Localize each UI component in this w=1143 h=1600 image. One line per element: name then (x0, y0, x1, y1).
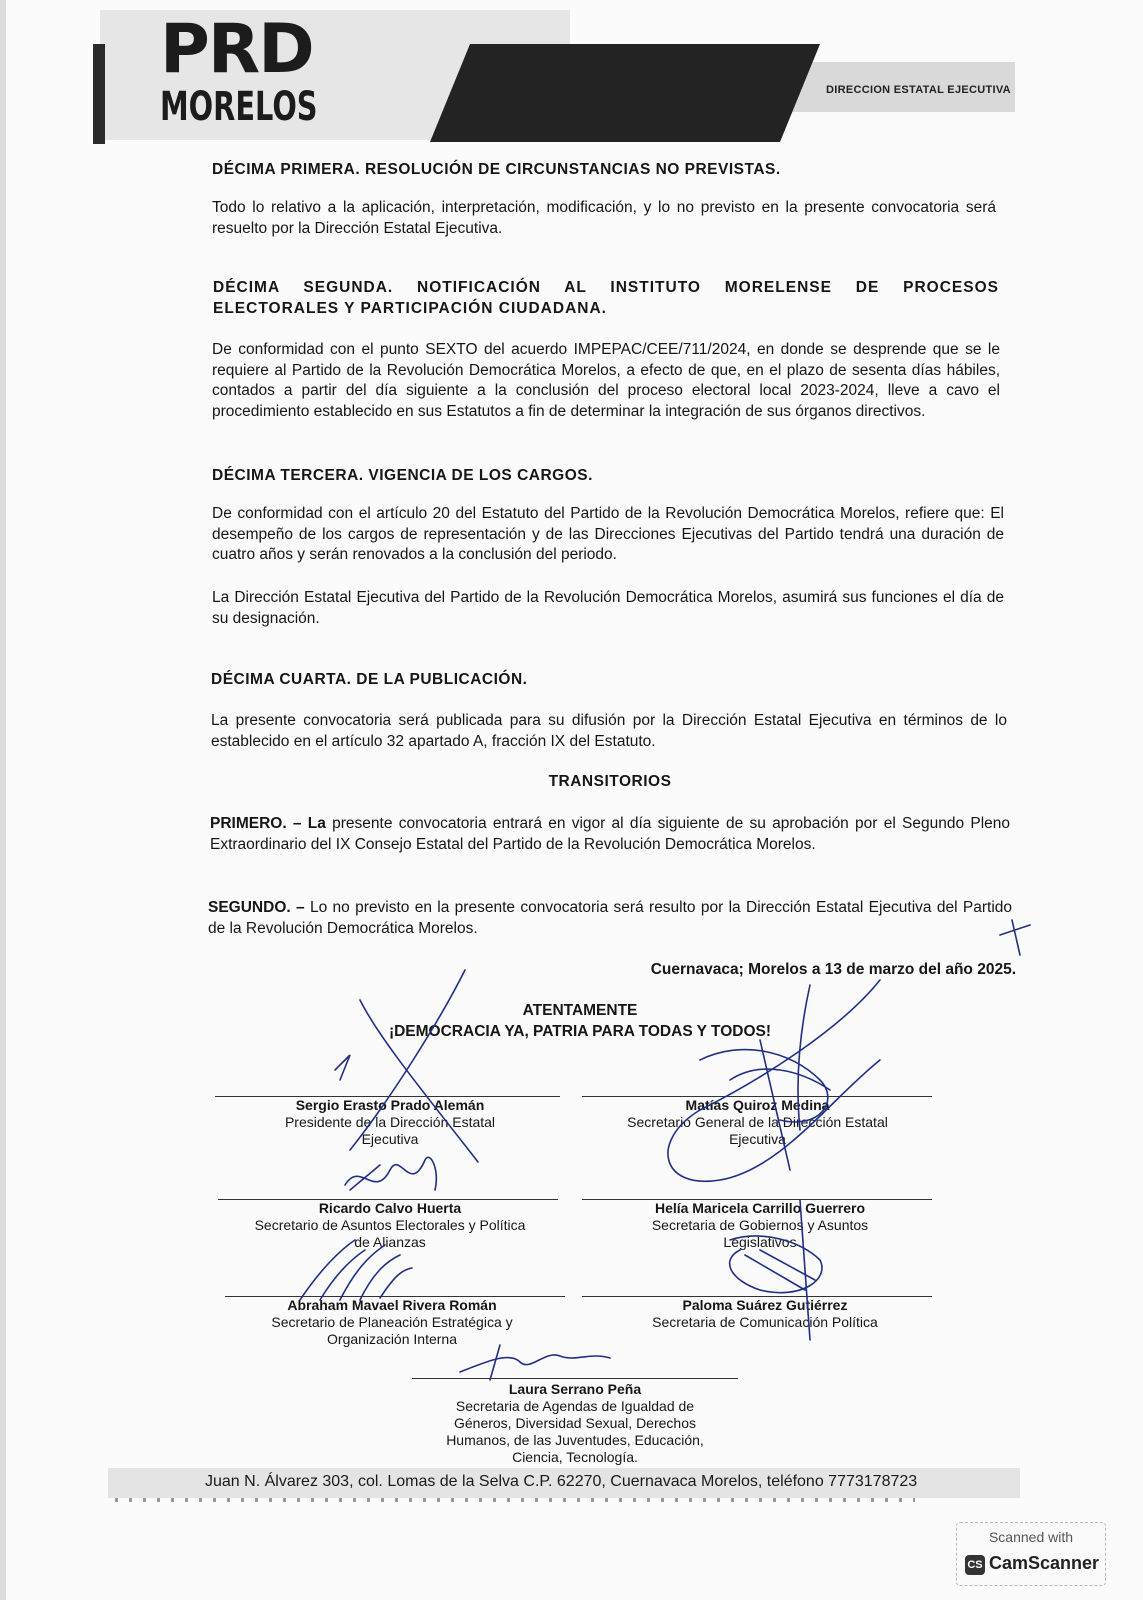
section-11-body: Todo lo relativo a la aplicación, interpretación, modificación, y lo no previsto en la presente convocatoria será resuelto por la Dirección Estatal Ejecutiva. (212, 199, 996, 237)
camscanner-logo-icon: CS (965, 1555, 985, 1575)
footer-cut-text (115, 1498, 915, 1502)
page-edge (0, 0, 6, 1600)
signatory-3 (240, 1200, 540, 1251)
section-13-title: DÉCIMA TERCERA. VIGENCIA DE LOS CARGOS. (212, 467, 593, 484)
section-14-body: La presente convocatoria será publicada para su difusión por la Dirección Estatal Ejecutiva en términos de lo establecido en el artículo 32 apartado A, fracción IX del Estatuto. (211, 712, 1007, 750)
section-13-body-2: La Dirección Estatal Ejecutiva del Partido de la Revolución Democrática Morelos, asumirá sus funciones el día de su designación. (212, 589, 1004, 627)
department-label: DIRECCION ESTATAL EJECUTIVA (826, 84, 1011, 96)
transitorios-title: TRANSITORIOS (548, 773, 672, 790)
section-11-title: DÉCIMA PRIMERA. RESOLUCIÓN DE CIRCUNSTANCIAS NO PREVISTAS. (212, 161, 781, 178)
slogan: ¡DEMOCRACIA YA, PATRIA PARA TODAS Y TODOS! (388, 1023, 772, 1040)
signatory-2 (590, 1097, 925, 1148)
camscanner-name: CamScanner (989, 1553, 1100, 1573)
segundo-label: SEGUNDO. – (208, 899, 305, 916)
section-14-title: DÉCIMA CUARTA. DE LA PUBLICACIÓN. (211, 671, 528, 688)
signatory-7-role: Secretaria de Agendas de Igualdad de Géneros, Diversidad Sexual, Derechos Humanos, de las Juventudes, Educación, Ciencia, Tecnología. (446, 1398, 704, 1465)
signatory-5 (242, 1297, 542, 1348)
primero-body: presente convocatoria entrará en vigor al día siguiente de su aprobación por el Segundo Pleno Extraordinario del IX Consejo Estatal del Partido de la Revolución Democrática Morelos. (210, 815, 1010, 853)
place-date: Cuernavaca; Morelos a 13 de marzo del año 2025. (650, 961, 1016, 978)
primero-label: PRIMERO. – La (210, 815, 326, 832)
signatory-6 (605, 1297, 925, 1331)
signatory-3-name: Ricardo Calvo Huerta (318, 1200, 462, 1216)
signatory-7 (425, 1381, 725, 1466)
signatory-6-name: Paloma Suárez Gutiérrez (682, 1297, 848, 1313)
logo-morelos-text: MORELOS (160, 84, 318, 130)
signatory-7-name: Laura Serrano Peña (508, 1381, 642, 1397)
signature-line-7 (412, 1378, 738, 1379)
logo-bar (93, 44, 105, 144)
signatory-4-name: Helía Maricela Carrillo Guerrero (654, 1200, 866, 1216)
segundo-body: Lo no previsto en la presente convocatoria será resulto por la Dirección Estatal Ejecutiva del Partido de la Revolución Democrática Morelos. (208, 899, 1013, 937)
signatory-4 (595, 1200, 925, 1251)
section-12-body: De conformidad con el punto SEXTO del acuerdo IMPEPAC/CEE/711/2024, en donde se desprende que se le requiere al Partido de la Revolución Democrática Morelos, a efecto de que, en el plazo de sesenta días hábiles, contados a partir del día siguiente a la conclusión del proceso electoral local 2023-2024, lleve a cavo el procedimiento establecido en sus Estatutos a fin de determinar la integración de sus órganos directivos. (212, 341, 1000, 420)
logo-prd-text: PRD (160, 10, 313, 89)
signatory-1 (230, 1097, 550, 1148)
atentamente-label: ATENTAMENTE (522, 1002, 638, 1019)
primero-clause (210, 814, 1010, 855)
section-13-body-1: De conformidad con el artículo 20 del Estatuto del Partido de la Revolución Democrática Morelos, refiere que: El desempeño de los cargos de representación y de las Direcciones Ejecutivas del Partido tendrá una duración de cuatro años y serán renovados a la conclusión del periodo. (212, 505, 1004, 563)
signatory-3-role: Secretario de Asuntos Electorales y Política de Alianzas (254, 1217, 526, 1250)
signatory-2-name: Matías Quiroz Medina (685, 1097, 830, 1113)
signatory-4-role: Secretaria de Gobiernos y Asuntos Legislativos (651, 1217, 869, 1250)
signatory-1-name: Sergio Erasto Prado Alemán (295, 1097, 485, 1113)
footer-address: Juan N. Álvarez 303, col. Lomas de la Selva C.P. 62270, Cuernavaca Morelos, teléfono 7773178723 (205, 1473, 918, 1490)
signatory-5-role: Secretario de Planeación Estratégica y Organización Interna (271, 1314, 513, 1347)
segundo-clause (208, 898, 1012, 939)
section-12-title: DÉCIMA SEGUNDA. NOTIFICACIÓN AL INSTITUTO MORELENSE DE PROCESOS ELECTORALES Y PARTICIPACIÓN CIUDADANA. (213, 279, 999, 317)
signatory-1-role: Presidente de la Dirección Estatal Ejecutiva (284, 1114, 496, 1147)
signatory-6-role: Secretaria de Comunicación Política (652, 1314, 878, 1330)
signatory-5-name: Abraham Mavael Rivera Román (287, 1297, 497, 1313)
scanned-with-label: Scanned with (988, 1529, 1074, 1545)
signature-5-ink (460, 1345, 610, 1380)
camscanner-badge (956, 1522, 1106, 1586)
signatory-2-role: Secretario General de la Dirección Estatal Ejecutiva (627, 1114, 888, 1147)
